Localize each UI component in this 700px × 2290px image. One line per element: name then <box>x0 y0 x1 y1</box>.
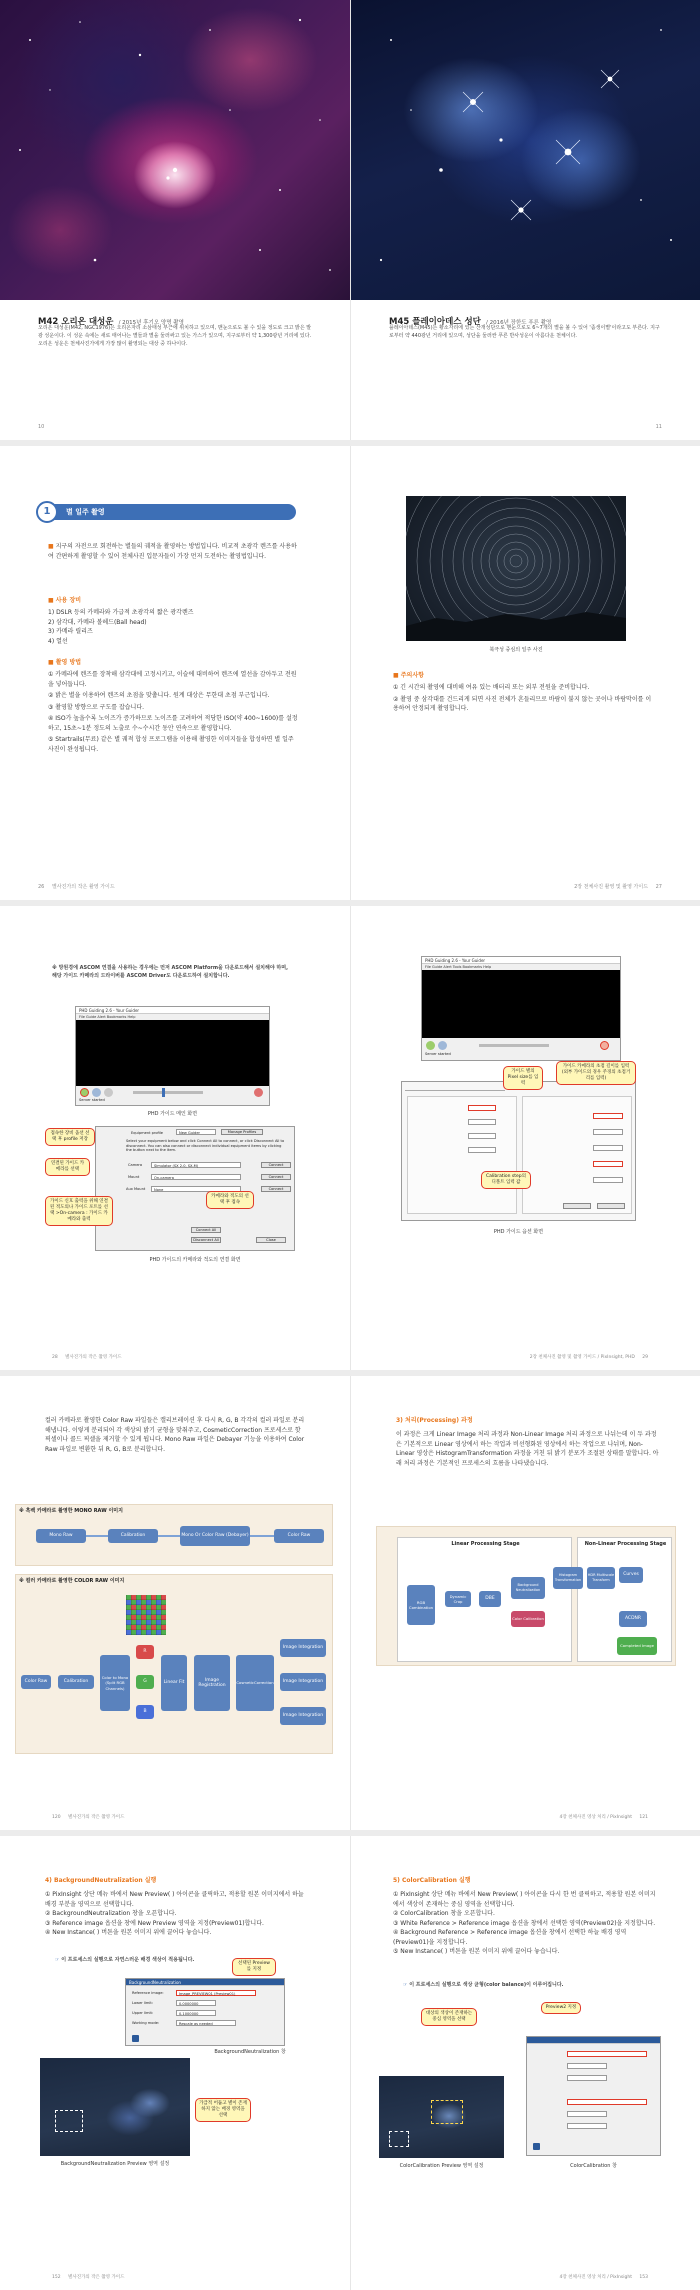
bn-steps <box>45 1890 305 1938</box>
mono-raw-label: ※ 흑백 카메라로 촬영한 MONO RAW 이미지 <box>19 1508 123 1514</box>
phd-menu-bar-right: File Guide Alert Tools Bookmarks Help <box>425 965 492 969</box>
equip-item: 4) 열선 <box>48 637 68 645</box>
bayer-grid-icon <box>126 1595 166 1635</box>
m42-title: M42 오리온 대성운 <box>38 317 114 327</box>
mount-connect-button[interactable]: Connect <box>261 1174 291 1180</box>
phd-title-bar: PHD Guiding 2.6 - Your Guider <box>76 1007 269 1014</box>
mono-color-raw-box: Color Raw <box>274 1529 324 1543</box>
page-27 <box>350 446 700 900</box>
bn-title: 4) BackgroundNeutralization 실행 <box>45 1877 157 1884</box>
cc-window-caption: ColorCalibration 창 <box>570 2163 617 2169</box>
method-list <box>48 670 298 754</box>
setting-field[interactable] <box>567 2111 607 2117</box>
mono-debayer-box: Mono Or Color Raw (Debayer) <box>180 1526 250 1546</box>
star-trails-caption: 북극성 중심의 일주 사진 <box>489 647 543 653</box>
color-calibration-box: Color Calibration <box>511 1611 545 1627</box>
m42-body: 오리온 대성운(M42, NGC1976)은 오리온자리 소삼태성 부근에 위치하고 있으며, 맨눈으로도 볼 수 있을 정도로 크고 밝은 발광 성운이다. 이 성운 속에는 새로 태어나는 별들과 별을 둘러싸고 있는 가스가 있으며, 지구로부터 약 1,300광년 거리에 있다. 오리온 성운은 천체사진가에게 가장 많이 촬영되는 대상 중 하나이다. <box>38 325 312 347</box>
settings-left-panel <box>407 1096 517 1214</box>
page-foot-28: 28 별사진가의 작은 촬영 가이드 <box>52 1355 122 1360</box>
tip-icon: ☞ <box>403 1982 410 1988</box>
cc-tip: ☞ 이 프로세스의 실행으로 색상 균형(color balance)이 이루어집니다. <box>403 1982 564 1988</box>
split-rgb-box: Color to Mono (Split RGB Channels) <box>100 1655 130 1711</box>
page-number-10: 10 <box>38 424 45 430</box>
page-number-11: 11 <box>655 424 662 430</box>
registration-box: Image Registration <box>194 1655 230 1711</box>
callout-calibration-step: Calibration step의 디폴트 입력 값 <box>481 1171 531 1189</box>
preview-selection-box[interactable] <box>55 2110 83 2132</box>
mount-label: Mount <box>128 1175 140 1179</box>
callout-camera-select: 연결된 가이드 카메라를 선택 <box>45 1158 90 1176</box>
cc-step: ③ White Reference > Reference image 옵션을 창에서 선택한 영역(Preview02)을 지정합니다. <box>393 1919 656 1927</box>
bn-window <box>125 1978 285 2046</box>
equipment-dialog <box>95 1126 295 1251</box>
equip-item: 2) 삼각대, 카메라 볼헤드(Ball head) <box>48 618 147 626</box>
phd-title-bar-right: PHD Guiding 2.6 - Your Guider <box>422 957 620 964</box>
callout-profile-save: 접속한 장비 옵션 선택 후 profile 저장 <box>45 1128 95 1146</box>
setting-field[interactable] <box>468 1147 496 1153</box>
processing-title: 3) 처리(Processing) 과정 <box>396 1417 473 1424</box>
m45-title-sub: / 2016년 장한도 푸른 촬영 <box>486 320 552 326</box>
camera-connect-button[interactable]: Connect <box>261 1162 291 1168</box>
note-list <box>393 683 653 714</box>
callout-preview-select: 선택된 Preview를 지정 <box>232 1958 276 1976</box>
new-instance-icon[interactable] <box>132 2035 139 2042</box>
nonlinear-stage-label: Non-Linear Processing Stage <box>584 1541 667 1547</box>
intro-text <box>48 542 298 561</box>
page-28 <box>0 906 350 1370</box>
color-calibration-box: Calibration <box>58 1675 94 1689</box>
equipment-caption: PHD 가이드의 카메라와 적도의 연결 화면 <box>149 1257 241 1263</box>
page-29 <box>350 906 700 1370</box>
page-number-26: 26 별사진가의 작은 촬영 가이드 <box>38 884 115 890</box>
loop-icon[interactable] <box>92 1088 101 1097</box>
color-raw-box: Color Raw <box>21 1675 51 1689</box>
section-title: 별 일주 촬영 <box>66 508 105 516</box>
cc-window <box>526 2036 661 2156</box>
exposure-slider[interactable] <box>479 1044 549 1047</box>
page-foot-120: 120 별사진가의 작은 촬영 가이드 <box>52 1815 125 1820</box>
pixel-size-field[interactable] <box>468 1105 496 1111</box>
linear-stage-label: Linear Processing Stage <box>451 1541 520 1547</box>
reference-image-field[interactable]: Image_PREVIEW01 (Preview01) <box>176 1990 256 1996</box>
m45-body: 플레이아데스(M45)는 황소자리에 있는 산개성단으로 맨눈으로도 6~7개의 별을 볼 수 있어 '좀생이별'이라고도 부른다. 지구로부터 약 440광년 거리에 있으며, 성단을 둘러싼 푸른 반사성운이 아름다운 천체이다. <box>389 325 660 339</box>
page-11 <box>350 0 700 440</box>
acdnr-box: ACDNR <box>619 1611 647 1627</box>
bn-field-label: Working mode: <box>132 2021 160 2025</box>
section-number: 1 <box>36 501 58 523</box>
method-item: ④ ISO가 높을수록 노이즈가 증가하므로 노이즈를 고려하여 적당한 ISO(약 400~1600)를 설정하고, 15초~1분 정도의 노출로 수~수시간 동안 연속으로 촬영합니다. <box>48 715 298 732</box>
equip-item: 3) 카메라 릴리즈 <box>48 628 93 635</box>
processing-diagram <box>376 1526 676 1666</box>
equip-title: ■ 사용 장비 <box>48 597 82 604</box>
manage-profiles-button[interactable]: Manage Profiles <box>221 1129 263 1135</box>
callout-preview2: Preview2 지정 <box>541 2002 581 2014</box>
linear-fit-box: Linear Fit <box>161 1655 187 1711</box>
dbe-box: DBE <box>479 1591 501 1607</box>
page-foot-152: 152 별사진가의 작은 촬영 가이드 <box>52 2275 125 2280</box>
b-channel-box: B <box>136 1705 154 1719</box>
callout-focal-length: 가이드 카메라의 초점 길이를 입력 (외부 가이드의 경우 주경의 초점거리를 입력) <box>556 1061 636 1085</box>
note-item: ① 긴 시간의 촬영에 대비해 여유 있는 배터리 또는 외부 전원을 준비합니다. <box>393 684 590 691</box>
bn-window-title: BackgroundNeutralization <box>126 1979 284 1986</box>
star-trails-photo <box>406 496 626 641</box>
method-item: ② 밝은 별을 이용하여 렌즈의 초점을 맞춥니다. 원계 대상은 무한대 초점 부근입니다. <box>48 692 270 699</box>
phd-toolbar <box>78 1088 268 1097</box>
callout-pixel-size: 가이드 별의 Pixel size를 입력 <box>503 1066 543 1090</box>
bn-preview-caption: BackgroundNeutralization Preview 영역 설정 <box>60 2161 170 2167</box>
callout-color-region: 대상의 색상이 존재하는 중심 영역을 선택 <box>421 2008 477 2026</box>
bn-step: ② BackgroundNeutralization 창을 오픈합니다. <box>45 1910 177 1917</box>
phd-options-caption: PHD 가이드 옵션 화면 <box>493 1229 544 1235</box>
bn-field-label: Upper limit: <box>132 2011 154 2015</box>
usb-connect-icon[interactable] <box>80 1088 89 1097</box>
phd-status-text: Server started <box>79 1098 105 1102</box>
stop-icon[interactable] <box>254 1088 263 1097</box>
page-121 <box>350 1376 700 1830</box>
phd-camera-view <box>76 1020 269 1086</box>
settings-tabs[interactable] <box>405 1085 505 1091</box>
note-item: ② 촬영 중 삼각대를 건드리게 되면 사진 전체가 흔들리므로 바람이 불지 않는 곳이나 바람막이를 이용하여 안정되게 촬영합니다. <box>393 695 652 712</box>
flow-arrow <box>250 1535 274 1537</box>
section-header <box>38 504 296 520</box>
color-raw-diagram <box>15 1574 333 1754</box>
cc-steps <box>393 1890 661 1957</box>
bn-step: ③ Reference image 옵션을 창에 New Preview 영역을 지정(Preview01)합니다. <box>45 1919 264 1927</box>
preview1-selection-box[interactable] <box>389 2131 409 2147</box>
exposure-slider[interactable] <box>133 1091 203 1094</box>
profile-select[interactable]: New Guider <box>176 1129 216 1135</box>
flow-arrow <box>86 1535 108 1537</box>
setting-field[interactable] <box>567 2063 607 2069</box>
phd-status-right: Server started <box>425 1052 451 1056</box>
integration-box-b: Image Integration <box>280 1707 326 1725</box>
m42-title-sub: / 2015년 후기오 양명 촬영 <box>118 320 184 326</box>
pleiades-stars <box>351 0 700 300</box>
cc-preview-caption: ColorCalibration Preview 영역 설정 <box>399 2163 484 2169</box>
brain-settings-icon[interactable] <box>600 1041 609 1050</box>
page-number-27: 2장 천체사진 촬영 및 촬영 가이드 27 <box>574 884 662 890</box>
mono-raw-box: Mono Raw <box>36 1529 86 1543</box>
page-152 <box>0 1836 350 2290</box>
spread-3 <box>0 906 700 1370</box>
spread-4 <box>0 1376 700 1830</box>
working-mode-select[interactable]: Rescale as needed <box>176 2020 236 2026</box>
cc-window-title <box>527 2037 660 2044</box>
method-item: ③ 촬영할 방향으로 구도를 잡습니다. <box>48 703 145 711</box>
equip-list <box>48 608 298 646</box>
page-120 <box>0 1376 350 1830</box>
disconnect-all-button[interactable]: Disconnect All <box>191 1237 221 1243</box>
bn-tip: ☞ 이 프로세스의 실행으로 자연스러운 배경 색상이 적용됩니다. <box>55 1957 195 1963</box>
star-trails-arcs <box>406 496 626 641</box>
connect-all-button[interactable]: Connect All <box>191 1227 221 1233</box>
setting-field[interactable] <box>468 1119 496 1125</box>
ascom-note: ※ 망원경에 ASCOM 연결을 사용하는 경우에는 먼저 ASCOM Platform을 다운로드해서 설치해야 하며, 해당 가이드 카메라의 드라이버를 ASCOM Driver도 다운로드하여 설치합니다. <box>52 965 288 979</box>
page-26 <box>0 446 350 900</box>
cosmetic-correction-box: CosmeticCorrection <box>236 1655 274 1711</box>
orion-stars <box>0 0 350 300</box>
bn-window-caption: BackgroundNeutralization 창 <box>214 2049 286 2055</box>
spread-2 <box>0 446 700 900</box>
callout-connect: 카메라와 적도의 선택 후 접속 <box>206 1191 254 1209</box>
spread-5 <box>0 1836 700 2290</box>
cc-step: ⑤ New Instance( ) 버튼을 원본 이미지 위에 끌어다 놓습니다. <box>393 1948 560 1955</box>
page-foot-153: 4장 천체사진 영상 처리 / PixInsight 153 <box>559 2275 648 2280</box>
page-153 <box>350 1836 700 2290</box>
bn-step: ① PixInsight 상단 메뉴 바에서 New Preview( ) 아이콘을 클릭하고, 적용할 원본 이미지에서 하늘 배경 부분을 영역으로 선택합니다. <box>45 1891 304 1908</box>
callout-dark-region: 가급적 어둡고 별이 존재하지 않는 배경 영역을 선택 <box>195 2098 251 2122</box>
aux-mount-label: Aux Mount <box>126 1187 146 1191</box>
upper-limit-field[interactable]: 0.1000000 <box>176 2010 216 2016</box>
background-neutralization-box: Background Neutralization <box>511 1577 545 1599</box>
preview2-selection-box[interactable] <box>431 2100 463 2124</box>
page-foot-29: 2장 천체사진 촬영 및 촬영 가이드 / PixInsight, PHD 29 <box>529 1355 648 1360</box>
curves-box: Curves <box>619 1567 643 1583</box>
mono-raw-diagram <box>15 1504 333 1566</box>
cc-step: ① PixInsight 상단 메뉴 바에서 New Preview( ) 아이콘을 다시 한 번 클릭하고, 적용할 원본 이미지에서 색상이 존재하는 중심 영역을 선택합니다. <box>393 1891 656 1908</box>
mono-calibration-box: Calibration <box>108 1529 158 1543</box>
usb-connect-icon[interactable] <box>426 1041 435 1050</box>
tip-icon: ☞ <box>55 1957 62 1963</box>
lower-limit-field[interactable]: 0.0000000 <box>176 2000 216 2006</box>
intro-body: 지구의 자전으로 회전하는 별들의 궤적을 촬영하는 방법입니다. 비교적 초광각 렌즈를 사용하여 간편하게 촬영할 수 있어 천체사진 입문자들이 가장 먼저 도전하는 촬영법입니다. <box>48 543 297 560</box>
dynamic-crop-box: Dynamic Crop <box>445 1591 471 1607</box>
background-reference-field[interactable] <box>567 2099 647 2105</box>
setting-field[interactable] <box>593 1129 623 1135</box>
advanced-settings-dialog <box>401 1081 636 1221</box>
setting-field[interactable] <box>567 2123 607 2129</box>
bn-step: ④ New Instance( ) 버튼을 원본 이미지 위에 끌어다 놓습니다. <box>45 1929 212 1936</box>
bn-field-label: Lower limit: <box>132 2001 154 2005</box>
hdr-transform-box: HDR Multiscale Transform <box>587 1567 615 1589</box>
cancel-button[interactable] <box>597 1203 625 1209</box>
new-instance-icon[interactable] <box>533 2143 540 2150</box>
color-raw-label: ※ 컬러 카메라로 촬영한 COLOR RAW 이미지 <box>19 1578 125 1584</box>
calibration-step-field[interactable] <box>593 1161 623 1167</box>
m45-title: M45 플레이아데스 성단 <box>389 317 481 327</box>
histogram-transformation-box: Histogram Transformation <box>553 1567 583 1589</box>
focal-length-field[interactable] <box>593 1113 623 1119</box>
method-item: ⑤ Startrails(무료) 같은 별 궤적 합성 프로그램을 이용해 촬영한 이미지들을 합성하면 별 일주 사진이 완성됩니다. <box>48 736 294 753</box>
cc-step: ② ColorCalibration 창을 오픈합니다. <box>393 1910 495 1917</box>
equip-item: 1) DSLR 등의 카메라와 가급적 초광각의 짧은 광각렌즈 <box>48 609 194 616</box>
g-channel-box: G <box>136 1675 154 1689</box>
processing-paragraph: 이 과정은 크게 Linear Image 처리 과정과 Non-Linear Image 처리 과정으로 나뉘는데 이 두 과정은 기본적으로 Linear 영상에서 하는 작업과 비선형화된 영상에서 하는 작업으로 나뉘며, Non-Linear 영상은 HistogramTransformation 과정을 거친 뒤 밝기 분포가 조절된 상태를 말합니다. 아래 처리 과정은 기본적인 프로세스의 흐름을 나타냈습니다. <box>396 1431 659 1467</box>
completed-image-box: Completed Image <box>617 1637 657 1655</box>
bn-preview-image <box>40 2058 190 2156</box>
callout-mount-select: 가이드 신호 출력을 위해 연결된 적도의나 가이드 포트를 선택 >On-camera : 가이드 카메라와 출력 <box>45 1196 113 1226</box>
phd-toolbar-right <box>424 1041 619 1050</box>
profile-label: Equipment profile <box>131 1131 164 1135</box>
cc-preview-image <box>379 2076 504 2158</box>
rgb-combination-box: RGB Combination <box>407 1585 435 1625</box>
phd-menu-bar: File Guide Alert Bookmarks Help <box>79 1015 136 1019</box>
method-item: ① 카메라에 렌즈를 장착해 삼각대에 고정시키고, 이슬에 대비하여 렌즈에 열선을 감아두고 전원을 넣어둡니다. <box>48 671 297 688</box>
aux-connect-button[interactable]: Connect <box>261 1186 291 1192</box>
brain-icon[interactable] <box>104 1088 113 1097</box>
exposure-knob[interactable] <box>162 1088 165 1097</box>
phd-camera-view-right <box>422 970 620 1038</box>
loop-icon[interactable] <box>438 1041 447 1050</box>
phd-main-window <box>75 1006 270 1106</box>
setting-field[interactable] <box>468 1133 496 1139</box>
camera-select[interactable]: Simulator (SX 2.0, SX-M) <box>151 1162 241 1168</box>
method-title: ■ 촬영 방법 <box>48 659 82 666</box>
white-reference-field[interactable] <box>567 2051 647 2057</box>
cc-step: ④ Background Reference > Reference image 옵션을 창에서 선택한 하늘 배경 영역(Preview01)을 지정합니다. <box>393 1929 627 1946</box>
mount-select[interactable]: On-camera <box>151 1174 241 1180</box>
flow-arrow <box>158 1535 180 1537</box>
phd-main-caption: PHD 가이드 메인 화면 <box>147 1111 198 1117</box>
r-channel-box: R <box>136 1645 154 1659</box>
setting-field[interactable] <box>593 1177 623 1183</box>
spread-1 <box>0 0 700 440</box>
settings-right-panel <box>522 1096 632 1214</box>
bn-field-label: Reference image: <box>132 1991 164 1995</box>
phd-window-right <box>421 956 621 1061</box>
setting-field[interactable] <box>567 2075 607 2081</box>
dialog-instructions: Select your equipment below and click Connect All to connect, or click Disconnect All to disconnect. You can also connect or disconnect individual equipment items by clicking the button next to the item. <box>126 1139 285 1152</box>
cc-title: 5) ColorCalibration 실행 <box>393 1877 471 1884</box>
intro-bullet-icon: ■ <box>48 543 56 550</box>
integration-box-r: Image Integration <box>280 1639 326 1657</box>
page-10 <box>0 0 350 440</box>
ok-button[interactable] <box>563 1203 591 1209</box>
camera-label: Camera <box>128 1163 143 1167</box>
close-button[interactable]: Close <box>256 1237 286 1243</box>
aux-mount-select[interactable]: None <box>151 1186 241 1192</box>
setting-field[interactable] <box>593 1145 623 1151</box>
page-foot-121: 4장 천체사진 영상 처리 / PixInsight 121 <box>559 1815 648 1820</box>
note-title: ■ 주의사항 <box>393 672 424 679</box>
integration-box-g: Image Integration <box>280 1673 326 1691</box>
debayer-paragraph: 컬러 카메라로 촬영한 Color Raw 파일들은 캘리브레이션 후 다시 R, G, B 각각의 컬러 파일로 분리해냅니다. 이렇게 분리되어 각 색상의 밝기 균형을 맞춰주고, CosmeticCorrection 프로세스로 핫 픽셀이나 콜드 픽셀을 제거할 수 있게 됩니다. Mono Raw 파일은 Debayer 기능을 이용하여 Color Raw 파일로 변환한 뒤 R, G, B로 분리합니다. <box>45 1417 305 1453</box>
